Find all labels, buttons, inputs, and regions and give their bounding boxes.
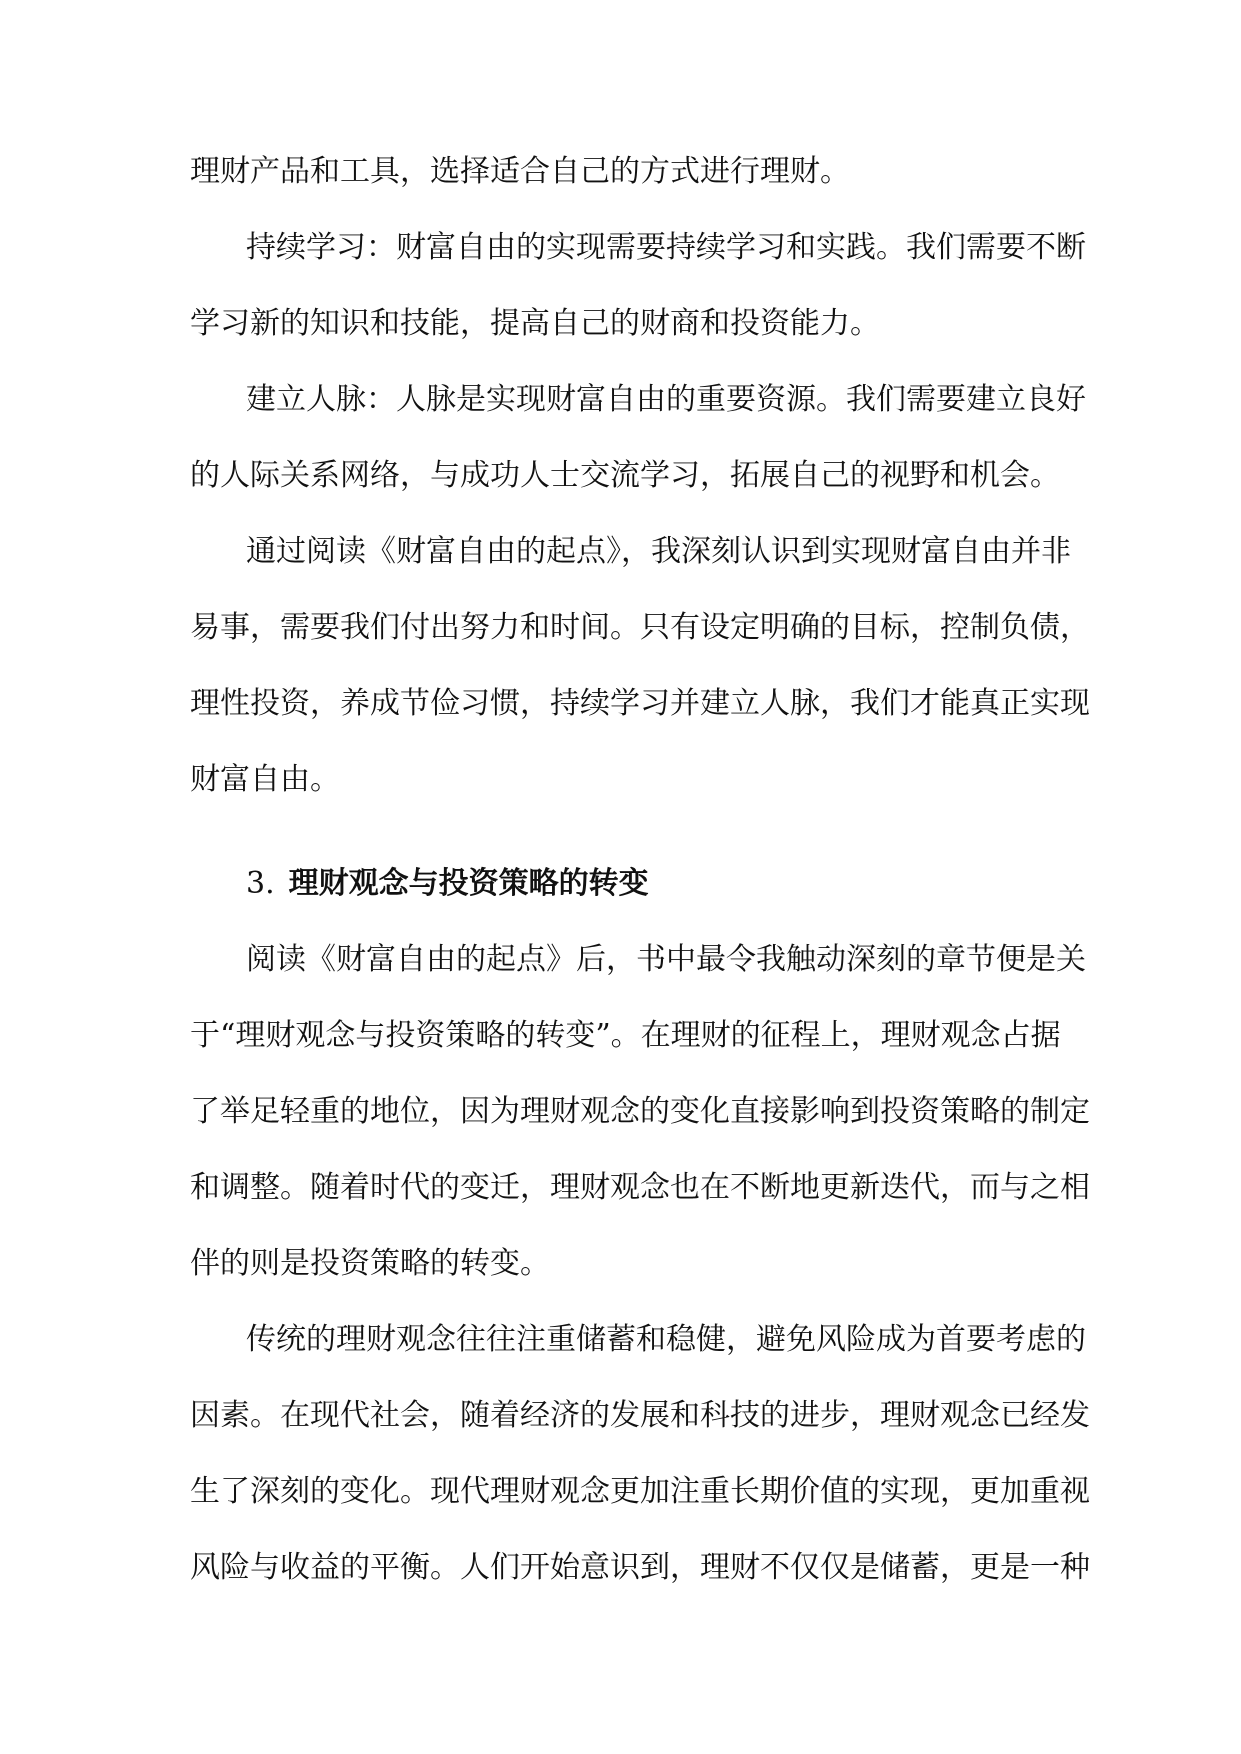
- paragraph-line: 通过阅读《财富自由的起点》，我深刻认识到实现财富自由并非: [246, 534, 1071, 569]
- paragraph-line: 阅读《财富自由的起点》后，书中最令我触动深刻的章节便是关: [246, 942, 1086, 977]
- paragraph-line: 财富自由。: [190, 762, 340, 797]
- section-title: 理财观念与投资策略的转变: [288, 866, 649, 901]
- paragraph-line: 理性投资，养成节俭习惯，持续学习并建立人脉，我们才能真正实现: [190, 686, 1090, 721]
- paragraph-line: 建立人脉：人脉是实现财富自由的重要资源。我们需要建立良好: [246, 382, 1086, 417]
- paragraph-line: 传统的理财观念往往注重储蓄和稳健，避免风险成为首要考虑的: [246, 1322, 1086, 1357]
- paragraph-line: 伴的则是投资策略的转变。: [190, 1246, 550, 1281]
- section-heading: [246, 864, 649, 904]
- paragraph-line: 的人际关系网络，与成功人士交流学习，拓展自己的视野和机会。: [190, 458, 1060, 493]
- paragraph-line: 风险与收益的平衡。人们开始意识到，理财不仅仅是储蓄，更是一种: [190, 1550, 1090, 1585]
- paragraph-line: 理财产品和工具，选择适合自己的方式进行理财。: [190, 154, 850, 189]
- paragraph-line: 持续学习：财富自由的实现需要持续学习和实践。我们需要不断: [246, 230, 1086, 265]
- section-number: 3.: [246, 866, 275, 901]
- paragraph-line: 因素。在现代社会，随着经济的发展和科技的进步，理财观念已经发: [190, 1398, 1090, 1433]
- paragraph-line: 于“理财观念与投资策略的转变”。在理财的征程上，理财观念占据: [190, 1018, 1061, 1053]
- paragraph-line: 学习新的知识和技能，提高自己的财商和投资能力。: [190, 306, 880, 341]
- paragraph-line: 了举足轻重的地位，因为理财观念的变化直接影响到投资策略的制定: [190, 1094, 1090, 1129]
- paragraph-line: 和调整。随着时代的变迁，理财观念也在不断地更新迭代，而与之相: [190, 1170, 1090, 1205]
- paragraph-line: 生了深刻的变化。现代理财观念更加注重长期价值的实现，更加重视: [190, 1474, 1090, 1509]
- paragraph-line: 易事，需要我们付出努力和时间。只有设定明确的目标，控制负债，: [190, 610, 1090, 645]
